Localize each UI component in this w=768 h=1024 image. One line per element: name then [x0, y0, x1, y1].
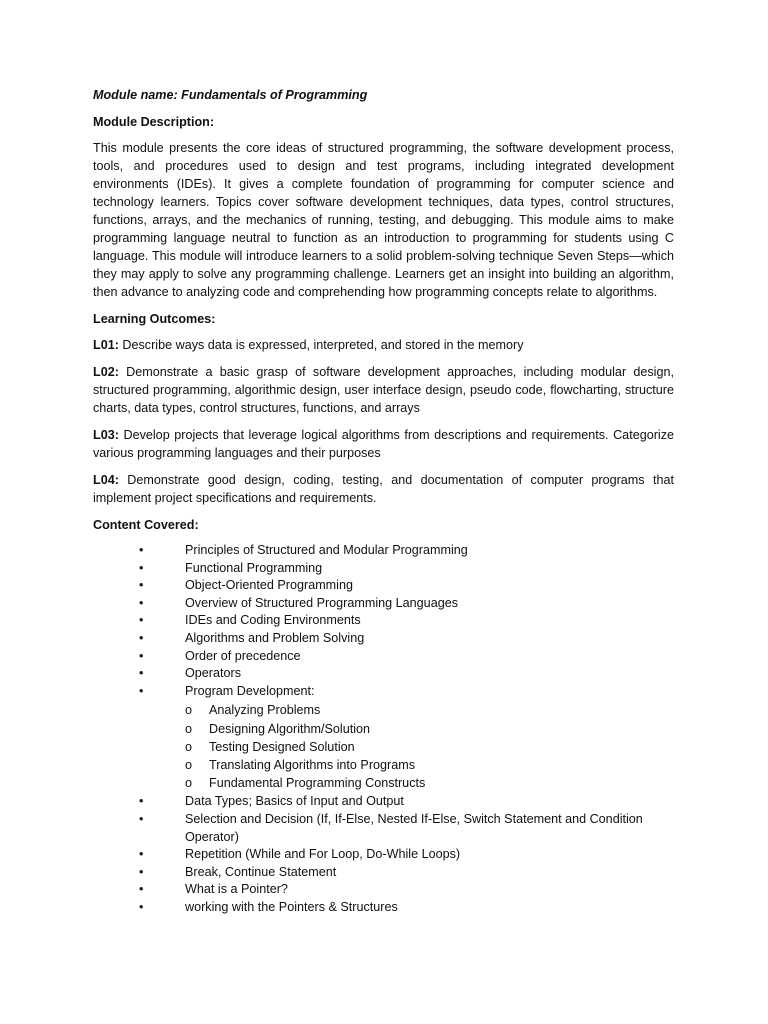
sub-list-item — [185, 738, 674, 756]
learning-outcome-code: L01: — [93, 338, 119, 352]
bullet-icon: • — [139, 683, 144, 698]
bullet-icon: • — [139, 560, 144, 575]
sub-list-item — [185, 756, 674, 774]
sub-bullet-icon: o — [185, 739, 193, 754]
list-item — [93, 846, 674, 864]
learning-outcomes-heading: Learning Outcomes: — [93, 312, 216, 326]
list-item-text: Functional Programming — [185, 560, 323, 575]
content-covered-list — [93, 542, 674, 917]
list-item-text: Break, Continue Statement — [185, 864, 337, 879]
sub-bullet-icon: o — [185, 776, 193, 791]
list-item — [93, 864, 674, 882]
bullet-icon: • — [139, 794, 144, 809]
bullet-icon: • — [139, 882, 144, 897]
list-item — [93, 811, 674, 846]
list-item — [93, 648, 674, 666]
list-item — [93, 542, 674, 560]
module-title: Module name: Fundamentals of Programming — [93, 88, 368, 102]
bullet-icon: • — [139, 666, 144, 681]
bullet-icon: • — [139, 578, 144, 593]
list-item-text: Repetition (While and For Loop, Do-While Loops) — [185, 847, 461, 862]
bullet-icon: • — [139, 864, 144, 879]
bullet-icon: • — [139, 899, 144, 914]
sub-list-item — [185, 774, 674, 792]
learning-outcome-2 — [93, 363, 674, 417]
list-item-text: Principles of Structured and Modular Programming — [185, 543, 468, 557]
list-item — [93, 881, 674, 899]
learning-outcome-text: Develop projects that leverage logical algorithms from descriptions and requirements. Categorize various programming languages and their purposes — [93, 428, 674, 460]
learning-outcome-text: Demonstrate a basic grasp of software development approaches, including modular design, structured programming, algorithmic design, user interface design, pseudo code, flowcharting, structure charts, data types, control structures, functions, and arrays — [93, 365, 674, 415]
list-item — [93, 595, 674, 613]
sub-list-item-text: Analyzing Problems — [209, 703, 321, 718]
list-item-text: Selection and Decision (If, If-Else, Nested If-Else, Switch Statement and Condition Operator) — [185, 811, 643, 844]
document-content — [93, 86, 674, 917]
learning-outcome-4 — [93, 471, 674, 507]
list-item — [93, 793, 674, 811]
learning-outcome-1 — [93, 336, 674, 354]
bullet-icon: • — [139, 811, 144, 826]
bullet-icon: • — [139, 847, 144, 862]
bullet-icon: • — [139, 595, 144, 610]
list-item — [93, 899, 674, 917]
program-development-sublist — [185, 701, 674, 792]
learning-outcome-code: L04: — [93, 473, 119, 487]
sub-list-item-text: Fundamental Programming Constructs — [209, 776, 426, 791]
sub-bullet-icon: o — [185, 703, 193, 718]
list-item-text: IDEs and Coding Environments — [185, 613, 361, 628]
content-covered-heading: Content Covered: — [93, 518, 199, 532]
list-item — [93, 560, 674, 578]
list-item-program-development — [93, 683, 674, 793]
list-item — [93, 612, 674, 630]
list-item-text: Operators — [185, 666, 241, 681]
learning-outcome-code: L03: — [93, 428, 119, 442]
module-description: This module presents the core ideas of structured programming, the software development process, tools, and procedures used to design and test programs, including integrated development environments (IDEs). It gives a complete foundation of programming for computer science and technology learners. Topics cover software development techniques, data types, control structures, functions, arrays, and the mechanics of running, testing, and debugging. This module aims to make programming language neutral to function as an introduction to programming for students using C language. This module will introduce learners to a solid problem-solving technique Seven Steps—which they may apply to solve any programming challenge. Learners get an insight into building an algorithm, then advance to analyzing code and comprehending how programming concepts relate to algorithms. — [93, 141, 674, 299]
sub-list-item — [185, 701, 674, 719]
list-item-text: Order of precedence — [185, 648, 301, 663]
list-item-text: Program Development: — [185, 683, 315, 698]
learning-outcome-3 — [93, 426, 674, 462]
list-item-text: working with the Pointers & Structures — [185, 899, 398, 914]
bullet-icon: • — [139, 613, 144, 628]
learning-outcome-code: L02: — [93, 365, 119, 379]
learning-outcome-text: Demonstrate good design, coding, testing, and documentation of computer programs that implement project specifications and requirements. — [93, 473, 674, 505]
sub-bullet-icon: o — [185, 721, 193, 736]
bullet-icon: • — [139, 630, 144, 645]
list-item-text: Overview of Structured Programming Languages — [185, 595, 458, 610]
bullet-icon: • — [139, 543, 144, 557]
sub-list-item-text: Designing Algorithm/Solution — [209, 721, 371, 736]
list-item — [93, 577, 674, 595]
description-heading: Module Description: — [93, 115, 215, 129]
bullet-icon: • — [139, 648, 144, 663]
list-item — [93, 665, 674, 683]
sub-list-item-text: Translating Algorithms into Programs — [209, 757, 416, 772]
list-item-text: Object-Oriented Programming — [185, 578, 353, 593]
list-item-text: Data Types; Basics of Input and Output — [185, 794, 404, 809]
list-item-text: What is a Pointer? — [185, 882, 288, 897]
list-item — [93, 630, 674, 648]
sub-list-item — [185, 720, 674, 738]
sub-bullet-icon: o — [185, 757, 193, 772]
list-item-text: Algorithms and Problem Solving — [185, 630, 365, 645]
sub-list-item-text: Testing Designed Solution — [209, 739, 355, 754]
learning-outcome-text: Describe ways data is expressed, interpreted, and stored in the memory — [118, 338, 524, 352]
